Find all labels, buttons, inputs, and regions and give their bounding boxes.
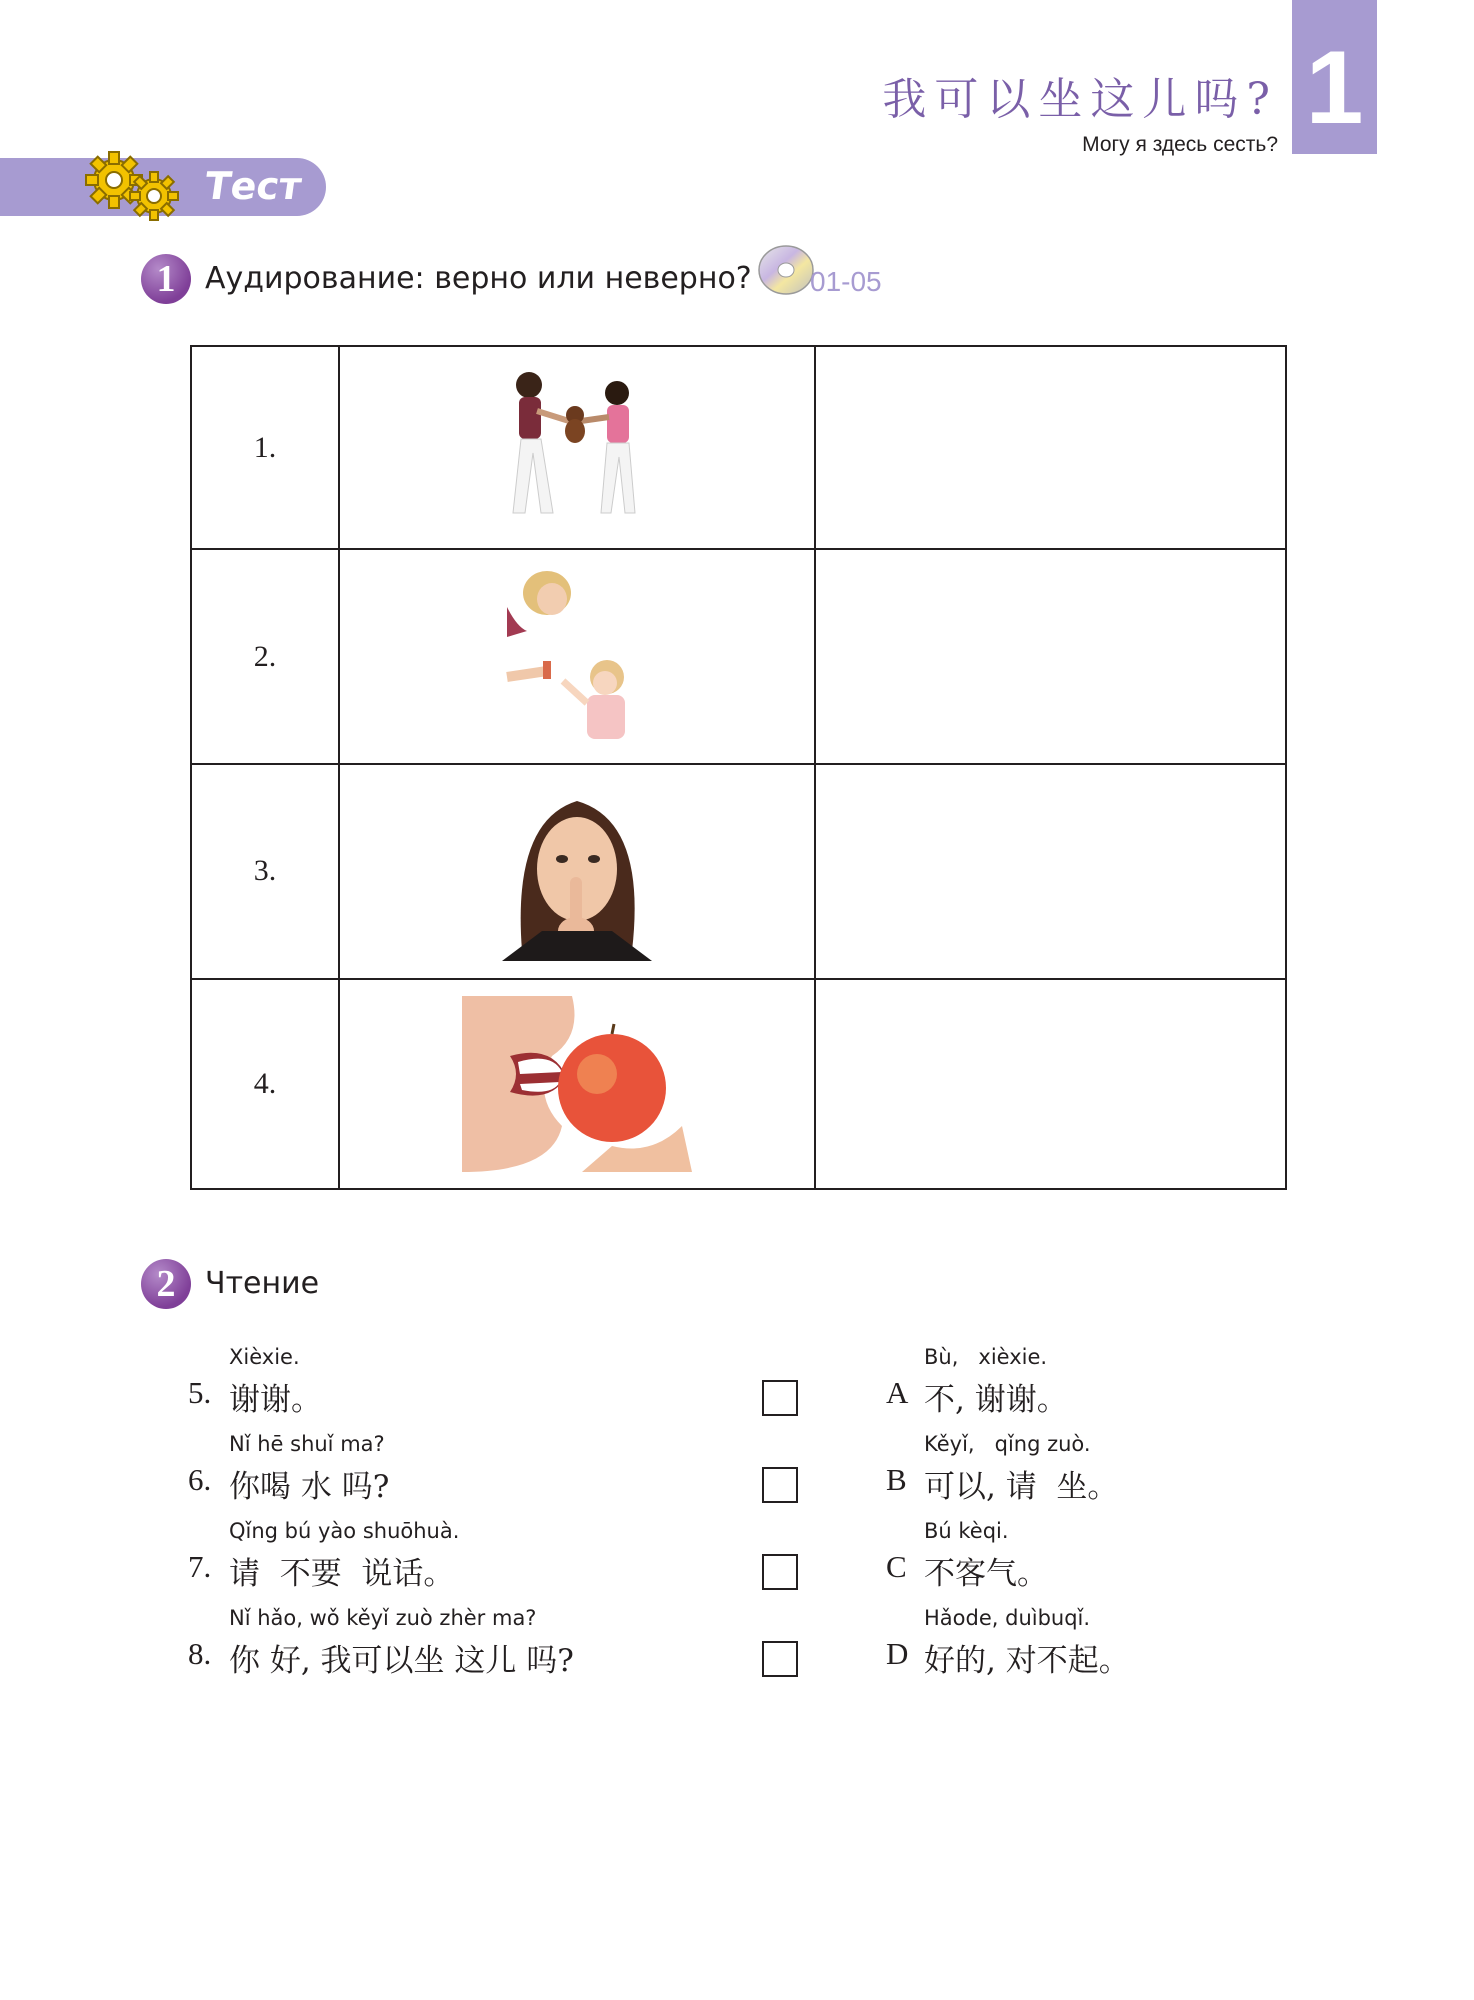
lesson-subtitle: Могу я здесь сесть? — [1082, 133, 1278, 156]
track-number: 01-05 — [810, 266, 882, 297]
answer-box[interactable] — [762, 1554, 798, 1590]
answer-hanzi: 不客气。 — [924, 1556, 1048, 1592]
section-1-badge: 1 — [141, 254, 191, 304]
answer-cell[interactable] — [815, 764, 1286, 979]
answer-hanzi: 好的, 对不起。 — [924, 1643, 1130, 1679]
question-hanzi: 你喝 水 吗? — [229, 1469, 390, 1505]
answer-hanzi: 不, 谢谢。 — [924, 1382, 1068, 1418]
answer-cell[interactable] — [815, 346, 1286, 549]
mother-and-child-image — [497, 567, 657, 747]
photo-cell — [339, 346, 815, 549]
chapter-number: 1 — [1305, 30, 1364, 146]
question-hanzi: 你 好, 我可以坐 这儿 吗? — [229, 1643, 574, 1679]
table-row — [191, 346, 1286, 549]
table-row — [191, 549, 1286, 764]
lesson-title: 我可以坐这儿吗? — [882, 74, 1278, 125]
woman-shushing-image — [482, 781, 672, 961]
question-pinyin: Xièxie. — [229, 1345, 300, 1369]
answer-letter: D — [886, 1636, 909, 1671]
table-row — [191, 764, 1286, 979]
answer-box[interactable] — [762, 1380, 798, 1416]
answer-pinyin: Hǎode, duìbuqǐ. — [924, 1606, 1091, 1630]
section-2-badge: 2 — [141, 1259, 191, 1309]
answer-letter: A — [886, 1375, 909, 1410]
photo-cell — [339, 764, 815, 979]
question-number: 5. — [188, 1375, 212, 1410]
question-hanzi: 谢谢。 — [229, 1382, 322, 1418]
chapter-tab — [1292, 0, 1377, 154]
answer-letter: B — [886, 1462, 907, 1497]
answer-letter: C — [886, 1549, 907, 1584]
answer-hanzi: 可以, 请 坐。 — [924, 1469, 1119, 1505]
table-row — [191, 979, 1286, 1189]
question-number: 6. — [188, 1462, 212, 1497]
question-hanzi: 请 不要 说话。 — [229, 1556, 455, 1592]
answer-box[interactable] — [762, 1467, 798, 1503]
answer-cell[interactable] — [815, 979, 1286, 1189]
reading-row — [0, 1606, 1474, 1686]
photo-cell — [339, 979, 815, 1189]
cd-icon[interactable] — [756, 240, 816, 300]
section-1-title: Аудирование: верно или неверно? — [205, 261, 752, 296]
question-pinyin: Nǐ hē shuǐ ma? — [229, 1432, 385, 1456]
question-number: 8. — [188, 1636, 212, 1671]
answer-pinyin: Bú kèqi. — [924, 1519, 1009, 1543]
listening-table — [190, 345, 1287, 1190]
answer-cell[interactable] — [815, 549, 1286, 764]
photo-cell — [339, 549, 815, 764]
gears-icon — [80, 146, 188, 226]
reading-row — [0, 1345, 1474, 1425]
biting-apple-image — [462, 996, 692, 1172]
girls-tug-of-war-image — [477, 363, 677, 533]
row-number: 3. — [191, 764, 339, 979]
row-number: 4. — [191, 979, 339, 1189]
question-number: 7. — [188, 1549, 212, 1584]
row-number: 2. — [191, 549, 339, 764]
section-2-title: Чтение — [205, 1266, 320, 1301]
reading-row — [0, 1432, 1474, 1512]
question-pinyin: Nǐ hǎo, wǒ kěyǐ zuò zhèr ma? — [229, 1606, 537, 1630]
row-number: 1. — [191, 346, 339, 549]
answer-box[interactable] — [762, 1641, 798, 1677]
answer-pinyin: Bù, xièxie. — [924, 1345, 1048, 1369]
answer-pinyin: Kěyǐ, qǐng zuò. — [924, 1432, 1091, 1456]
reading-row — [0, 1519, 1474, 1599]
test-label: Тест — [201, 164, 305, 208]
question-pinyin: Qǐng bú yào shuōhuà. — [229, 1519, 460, 1543]
